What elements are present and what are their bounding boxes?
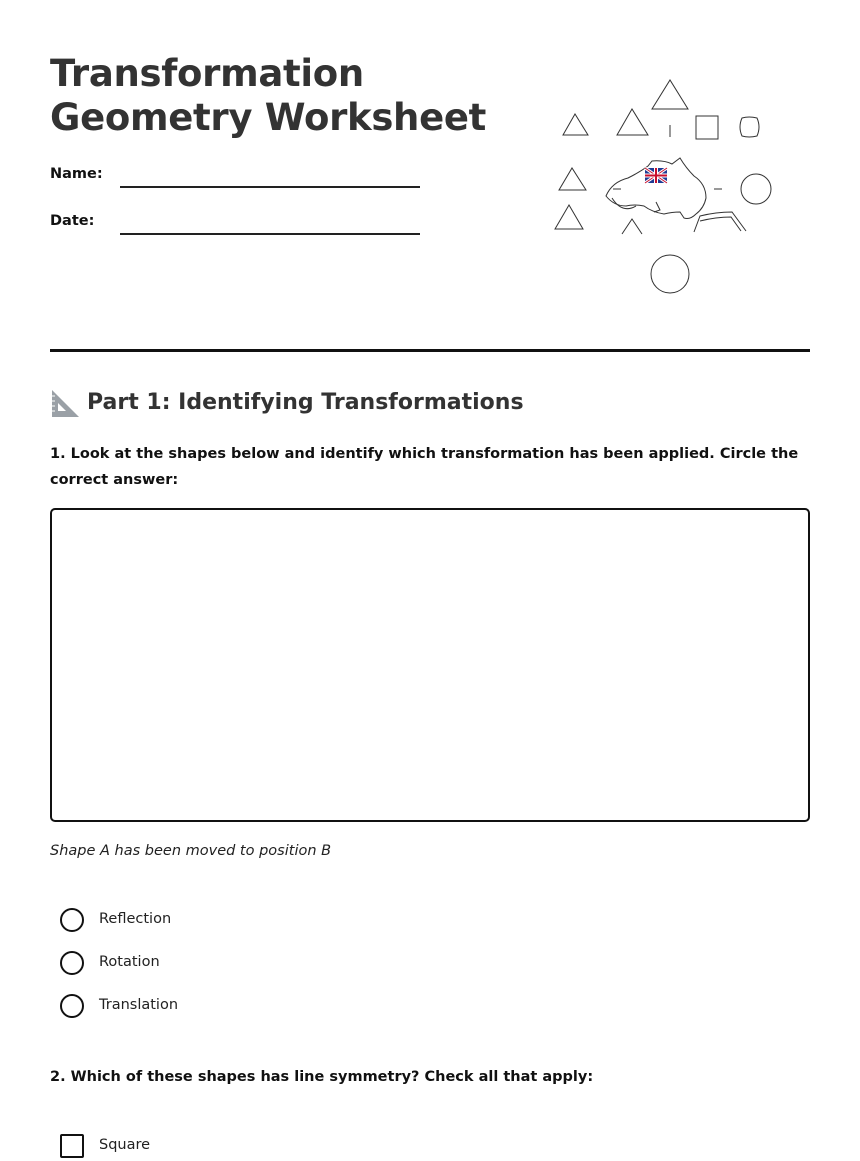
option-rotation[interactable] [60,951,360,977]
figure-caption: Shape A has been moved to position B [50,843,332,859]
transformation-figure-box [50,508,810,822]
checkbox-square[interactable] [60,1134,84,1158]
worksheet-title [50,52,490,140]
name-label: Name: [50,166,103,182]
radio-circle[interactable] [60,908,84,932]
part1-heading [50,386,750,422]
title-line-2: Geometry Worksheet [50,96,487,139]
option-label: Reflection [99,911,172,927]
date-field [50,211,430,237]
title-line-1: Transformation [50,52,364,95]
section-divider [50,349,810,352]
date-label: Date: [50,213,95,229]
name-field [50,164,430,190]
question-1: 1. Look at the shapes below and identify which transformation has been applied. Circle the correct answer: [50,446,799,488]
radio-circle[interactable] [60,994,84,1018]
part1-title: Part 1: Identifying Transformations [87,390,524,415]
option-label: Translation [99,997,179,1013]
set-square-icon [50,388,80,418]
question-2: 2. Which of these shapes has line symmetry? Check all that apply: [50,1069,594,1085]
option-translation[interactable] [60,994,360,1020]
option-reflection[interactable] [60,908,360,934]
name-line[interactable] [120,186,420,188]
radio-circle[interactable] [60,951,84,975]
option-square[interactable] [60,1134,360,1160]
option-label: Square [99,1137,151,1153]
date-line[interactable] [120,233,420,235]
shapes-collage-icon [548,72,780,300]
option-label: Rotation [99,954,160,970]
